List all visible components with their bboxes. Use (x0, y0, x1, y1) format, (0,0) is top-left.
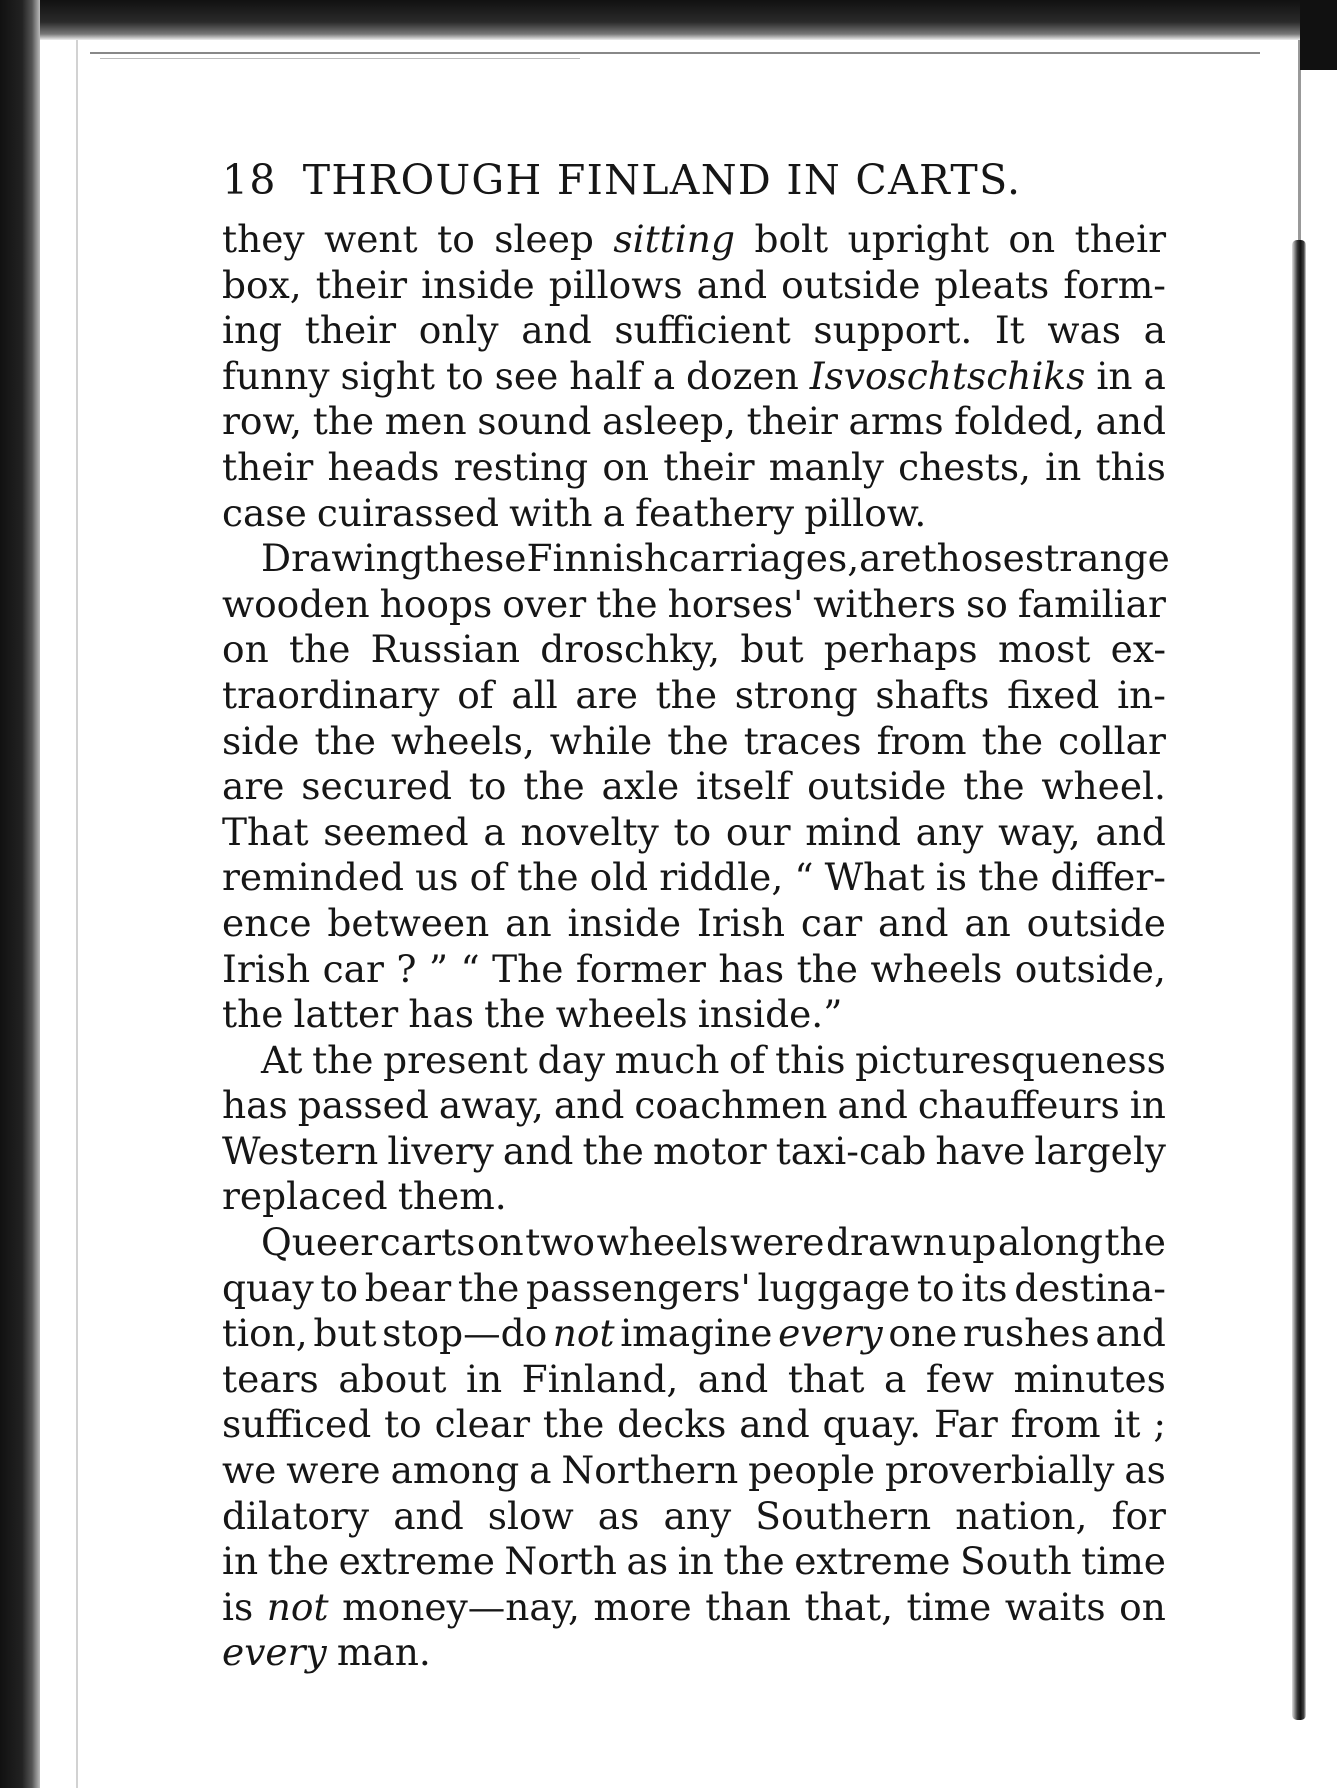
text-line: funny sight to see half a dozen Isvoschtschiks in a (222, 353, 1166, 398)
text-line: Drawing these Finnish carriages, are those strange (261, 536, 1170, 581)
scan-edge-left (0, 0, 40, 1788)
text-line: in the extreme North as in the extreme South time (222, 1539, 1166, 1584)
text-line: side the wheels, while the traces from the collar (222, 718, 1166, 763)
paragraph (222, 1038, 1166, 1220)
text-line: wooden hoops over the horses' withers so familiar (222, 581, 1166, 626)
text-line: Irish car ? ” “ The former has the wheels outside, (222, 946, 1166, 991)
running-title: THROUGH FINLAND IN CARTS. (302, 156, 1022, 204)
scan-margin-line (76, 40, 78, 1788)
text-line: are secured to the axle itself outside the wheel. (222, 764, 1166, 809)
text-line: ence between an inside Irish car and an outside (222, 900, 1166, 945)
text-line: quay to bear the passengers' luggage to its destina- (222, 1265, 1166, 1310)
text-line: their heads resting on their manly chests, in this (222, 444, 1166, 489)
text-line: row, the men sound asleep, their arms folded, and (222, 399, 1166, 444)
text-line: At the present day much of this picturesqueness (261, 1037, 1166, 1082)
text-line: we were among a Northern people proverbially as (222, 1448, 1166, 1493)
text-line: sufficed to clear the decks and quay. Far from it ; (222, 1402, 1166, 1447)
text-line: tears about in Finland, and that a few minutes (222, 1356, 1166, 1401)
text-line: on the Russian droschky, but perhaps most ex- (222, 627, 1166, 672)
text-line: dilatory and slow as any Southern nation, for (222, 1493, 1166, 1538)
page-content (222, 155, 1170, 1676)
text-line: Queer carts on two wheels were drawn up along the (261, 1220, 1166, 1265)
text-line: the latter has the wheels inside.” (222, 992, 843, 1037)
scan-rule-top (90, 52, 1260, 54)
text-line: ing their only and sufficient support. It was a (222, 308, 1166, 353)
scan-edge-top (40, 0, 1337, 40)
paragraph (222, 217, 1166, 536)
scan-edge-right-thin (1298, 40, 1301, 240)
text-line: has passed away, and coachmen and chauffeurs in (222, 1083, 1166, 1128)
text-line: every man. (222, 1630, 431, 1675)
text-line: is not money—nay, more than that, time waits on (222, 1584, 1166, 1629)
scan-edge-right (1292, 240, 1306, 1720)
scan-corner-right (1300, 0, 1337, 70)
text-line: tion, but stop—do not imagine every one rushes and (222, 1311, 1166, 1356)
text-line: reminded us of the old riddle, “ What is the differ- (222, 855, 1166, 900)
scan-rule-top-faint (100, 58, 580, 59)
page-number: 18 (222, 156, 277, 204)
text-line: traordinary of all are the strong shafts fixed in- (222, 672, 1166, 717)
text-line: box, their inside pillows and outside pleats form- (222, 262, 1166, 307)
text-line: replaced them. (222, 1174, 507, 1219)
running-header (222, 155, 1166, 205)
text-line: they went to sleep sitting bolt upright on their (222, 217, 1166, 261)
text-line: case cuirassed with a feathery pillow. (222, 490, 927, 535)
body-text (222, 217, 1170, 1676)
paragraph (222, 536, 1170, 1038)
text-line: Western livery and the motor taxi-cab have largely (222, 1128, 1166, 1173)
paragraph (222, 1220, 1166, 1676)
text-line: That seemed a novelty to our mind any way, and (222, 809, 1166, 854)
